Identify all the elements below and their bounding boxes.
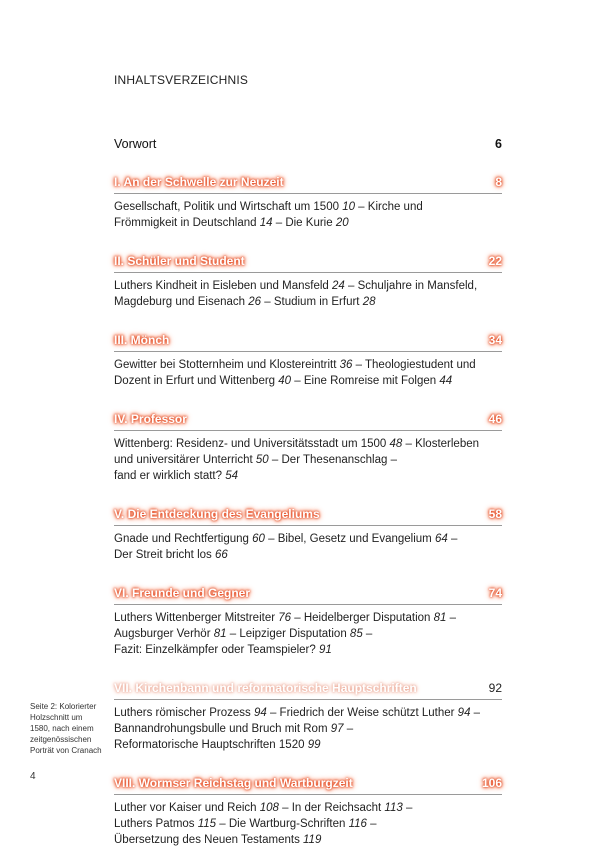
image-caption [30,701,130,756]
section-text: Der Streit bricht los [114,549,215,561]
toc-chapter [114,585,502,658]
caption-line: Porträt von Cranach [30,746,102,755]
chapter-heading-row[interactable] [114,253,502,269]
section-page-ref: 64 [434,533,448,545]
section-text: – Die Kurie [272,217,336,229]
section-page-ref: 24 [332,280,345,292]
toc-chapter [114,411,502,484]
summary-line [114,626,486,642]
section-page-ref: 48 [389,438,403,450]
section-page-ref: 97 [330,723,344,735]
section-text: Frömmigkeit in Deutschland [114,217,260,229]
summary-line [114,705,486,721]
chapter-page: 34 [488,333,502,347]
section-text: Wittenberg: Residenz- und Universitätsstadt um 1500 [114,438,390,450]
section-text: – [470,707,481,719]
section-text: – Heidelberger Disputation [291,612,434,624]
chapter-title: VIII. Wormser Reichstag und Wartburgzeit [114,776,353,790]
chapter-title: III. Mönch [114,333,170,347]
chapter-page: 46 [488,412,502,426]
chapter-summary [114,531,486,563]
chapter-title: VII. Kirchenbann und reformatorische Hauptschriften [114,681,417,695]
toc-heading: INHALTSVERZEICHNIS [114,73,249,87]
section-text: – Theologiestudent und [352,359,476,371]
summary-line [114,294,486,310]
summary-line [114,531,486,547]
chapter-page: 92 [488,681,502,695]
chapter-divider [114,351,502,352]
section-page-ref: 108 [259,802,279,814]
section-page-ref: 116 [348,818,367,830]
section-text: – Friedrich der Weise schützt Luther [266,707,458,719]
section-page-ref: 20 [335,217,349,229]
section-page-ref: 85 [349,628,363,640]
section-text: – [402,802,413,814]
section-text: – Klosterleben [402,438,480,450]
chapter-summary [114,436,486,484]
section-text: – [362,628,373,640]
chapter-page: 58 [488,507,502,521]
summary-line [114,357,486,373]
section-page-ref: 36 [339,359,353,371]
foreword-page: 6 [495,137,502,151]
chapter-summary [114,610,486,658]
summary-line [114,642,486,658]
section-text: Gnade und Rechtfertigung [114,533,253,545]
section-text: Augsburger Verhör [114,628,214,640]
section-text: Reformatorische Hauptschriften 1520 [114,739,308,751]
toc-chapter [114,332,502,389]
chapter-divider [114,193,502,194]
section-page-ref: 10 [342,201,355,213]
caption-line: 1580, nach einem [30,724,94,733]
section-page-ref: 76 [278,612,292,624]
chapter-title: VI. Freunde und Gegner [114,586,251,600]
section-text: Luthers Kindheit in Eisleben und Mansfeld [114,280,333,292]
chapter-divider [114,430,502,431]
summary-line [114,737,486,753]
section-text: Luthers Patmos [114,818,198,830]
section-text: – Leipziger Disputation [226,628,350,640]
chapter-divider [114,604,502,605]
section-text: Gesellschaft, Politik und Wirtschaft um 1500 [114,201,343,213]
chapter-divider [114,699,502,700]
section-text: Luthers Wittenberger Mitstreiter [114,612,279,624]
chapter-heading-row[interactable] [114,775,502,791]
summary-line [114,215,486,231]
section-text: Magdeburg und Eisenach [114,296,249,308]
section-page-ref: 81 [433,612,447,624]
section-text: – Studium in Erfurt [261,296,363,308]
section-text: – Kirche und [354,201,423,213]
chapter-summary [114,278,486,310]
summary-line [114,373,486,389]
summary-line [114,816,486,832]
chapter-heading-row[interactable] [114,411,502,427]
section-text: Fazit: Einzelkämpfer oder Teamspieler? [114,644,319,656]
toc-chapter [114,253,502,310]
section-page-ref: 113 [384,802,403,814]
section-page-ref: 28 [362,296,376,308]
chapter-heading-row[interactable] [114,680,502,696]
chapter-heading-row[interactable] [114,332,502,348]
summary-line [114,547,486,563]
summary-line [114,199,486,215]
section-text: – [446,612,457,624]
section-text: – Eine Romreise mit Folgen [291,375,440,387]
chapter-summary [114,705,486,753]
chapter-summary [114,357,486,389]
section-text: – Der Thesenanschlag – [268,454,397,466]
chapter-title: I. An der Schwelle zur Neuzeit [114,175,284,189]
section-page-ref: 91 [318,644,332,656]
caption-line: zeitgenössischen [30,735,92,744]
section-page-ref: 115 [197,818,217,830]
section-text: Luther vor Kaiser und Reich [114,802,260,814]
section-text: – [366,818,377,830]
section-text: und universitärer Unterricht [114,454,256,466]
section-text: – [343,723,354,735]
section-text: – Schuljahre in Mansfeld, [344,280,478,292]
section-text: Dozent in Erfurt und Wittenberg [114,375,279,387]
foreword-title: Vorwort [114,137,157,151]
toc-chapter [114,775,502,848]
section-text: Bannandrohungsbulle und Bruch mit Rom [114,723,331,735]
summary-line [114,278,486,294]
toc-chapter [114,680,502,753]
section-page-ref: 44 [439,375,453,387]
toc-entry-foreword[interactable] [114,136,502,152]
chapter-divider [114,525,502,526]
chapter-summary [114,800,486,848]
summary-line [114,452,486,468]
section-page-ref: 60 [252,533,265,545]
chapter-divider [114,794,502,795]
section-text: – In der Reichsacht [278,802,385,814]
chapter-summary [114,199,486,231]
page-number: 4 [30,771,36,782]
chapter-heading-row[interactable] [114,585,502,601]
section-page-ref: 40 [278,375,292,387]
chapter-list [114,174,502,848]
chapter-heading-row[interactable] [114,506,502,522]
section-text: – Bibel, Gesetz und Evangelium [264,533,435,545]
section-page-ref: 54 [225,470,239,482]
chapter-page: 22 [488,254,502,268]
section-text: Gewitter bei Stotternheim und Klostereintritt [114,359,340,371]
table-of-contents [114,136,502,848]
summary-line [114,610,486,626]
chapter-title: IV. Professor [114,412,187,426]
section-page-ref: 14 [259,217,273,229]
chapter-title: II. Schüler und Student [114,254,245,268]
toc-chapter [114,174,502,231]
section-text: fand er wirklich statt? [114,470,226,482]
section-page-ref: 99 [307,739,321,751]
section-text: – [447,533,458,545]
summary-line [114,832,486,848]
section-page-ref: 50 [255,454,269,466]
caption-line: Seite 2: Kolorierter [30,702,97,711]
chapter-title: V. Die Entdeckung des Evangeliums [114,507,320,521]
section-page-ref: 66 [214,549,228,561]
chapter-page: 74 [488,586,502,600]
section-text: – Die Wartburg-Schriften [216,818,349,830]
chapter-divider [114,272,502,273]
summary-line [114,800,486,816]
chapter-page: 106 [481,776,502,790]
toc-chapter [114,506,502,563]
summary-line [114,721,486,737]
section-page-ref: 81 [213,628,227,640]
section-page-ref: 94 [253,707,267,719]
section-page-ref: 26 [248,296,262,308]
summary-line [114,436,486,452]
section-page-ref: 119 [303,834,322,846]
section-text: Übersetzung des Neuen Testaments [114,834,304,846]
summary-line [114,468,486,484]
caption-line: Holzschnitt um [30,713,83,722]
section-page-ref: 94 [457,707,471,719]
chapter-page: 8 [495,175,502,189]
section-text: Luthers römischer Prozess [114,707,254,719]
chapter-heading-row[interactable] [114,174,502,190]
